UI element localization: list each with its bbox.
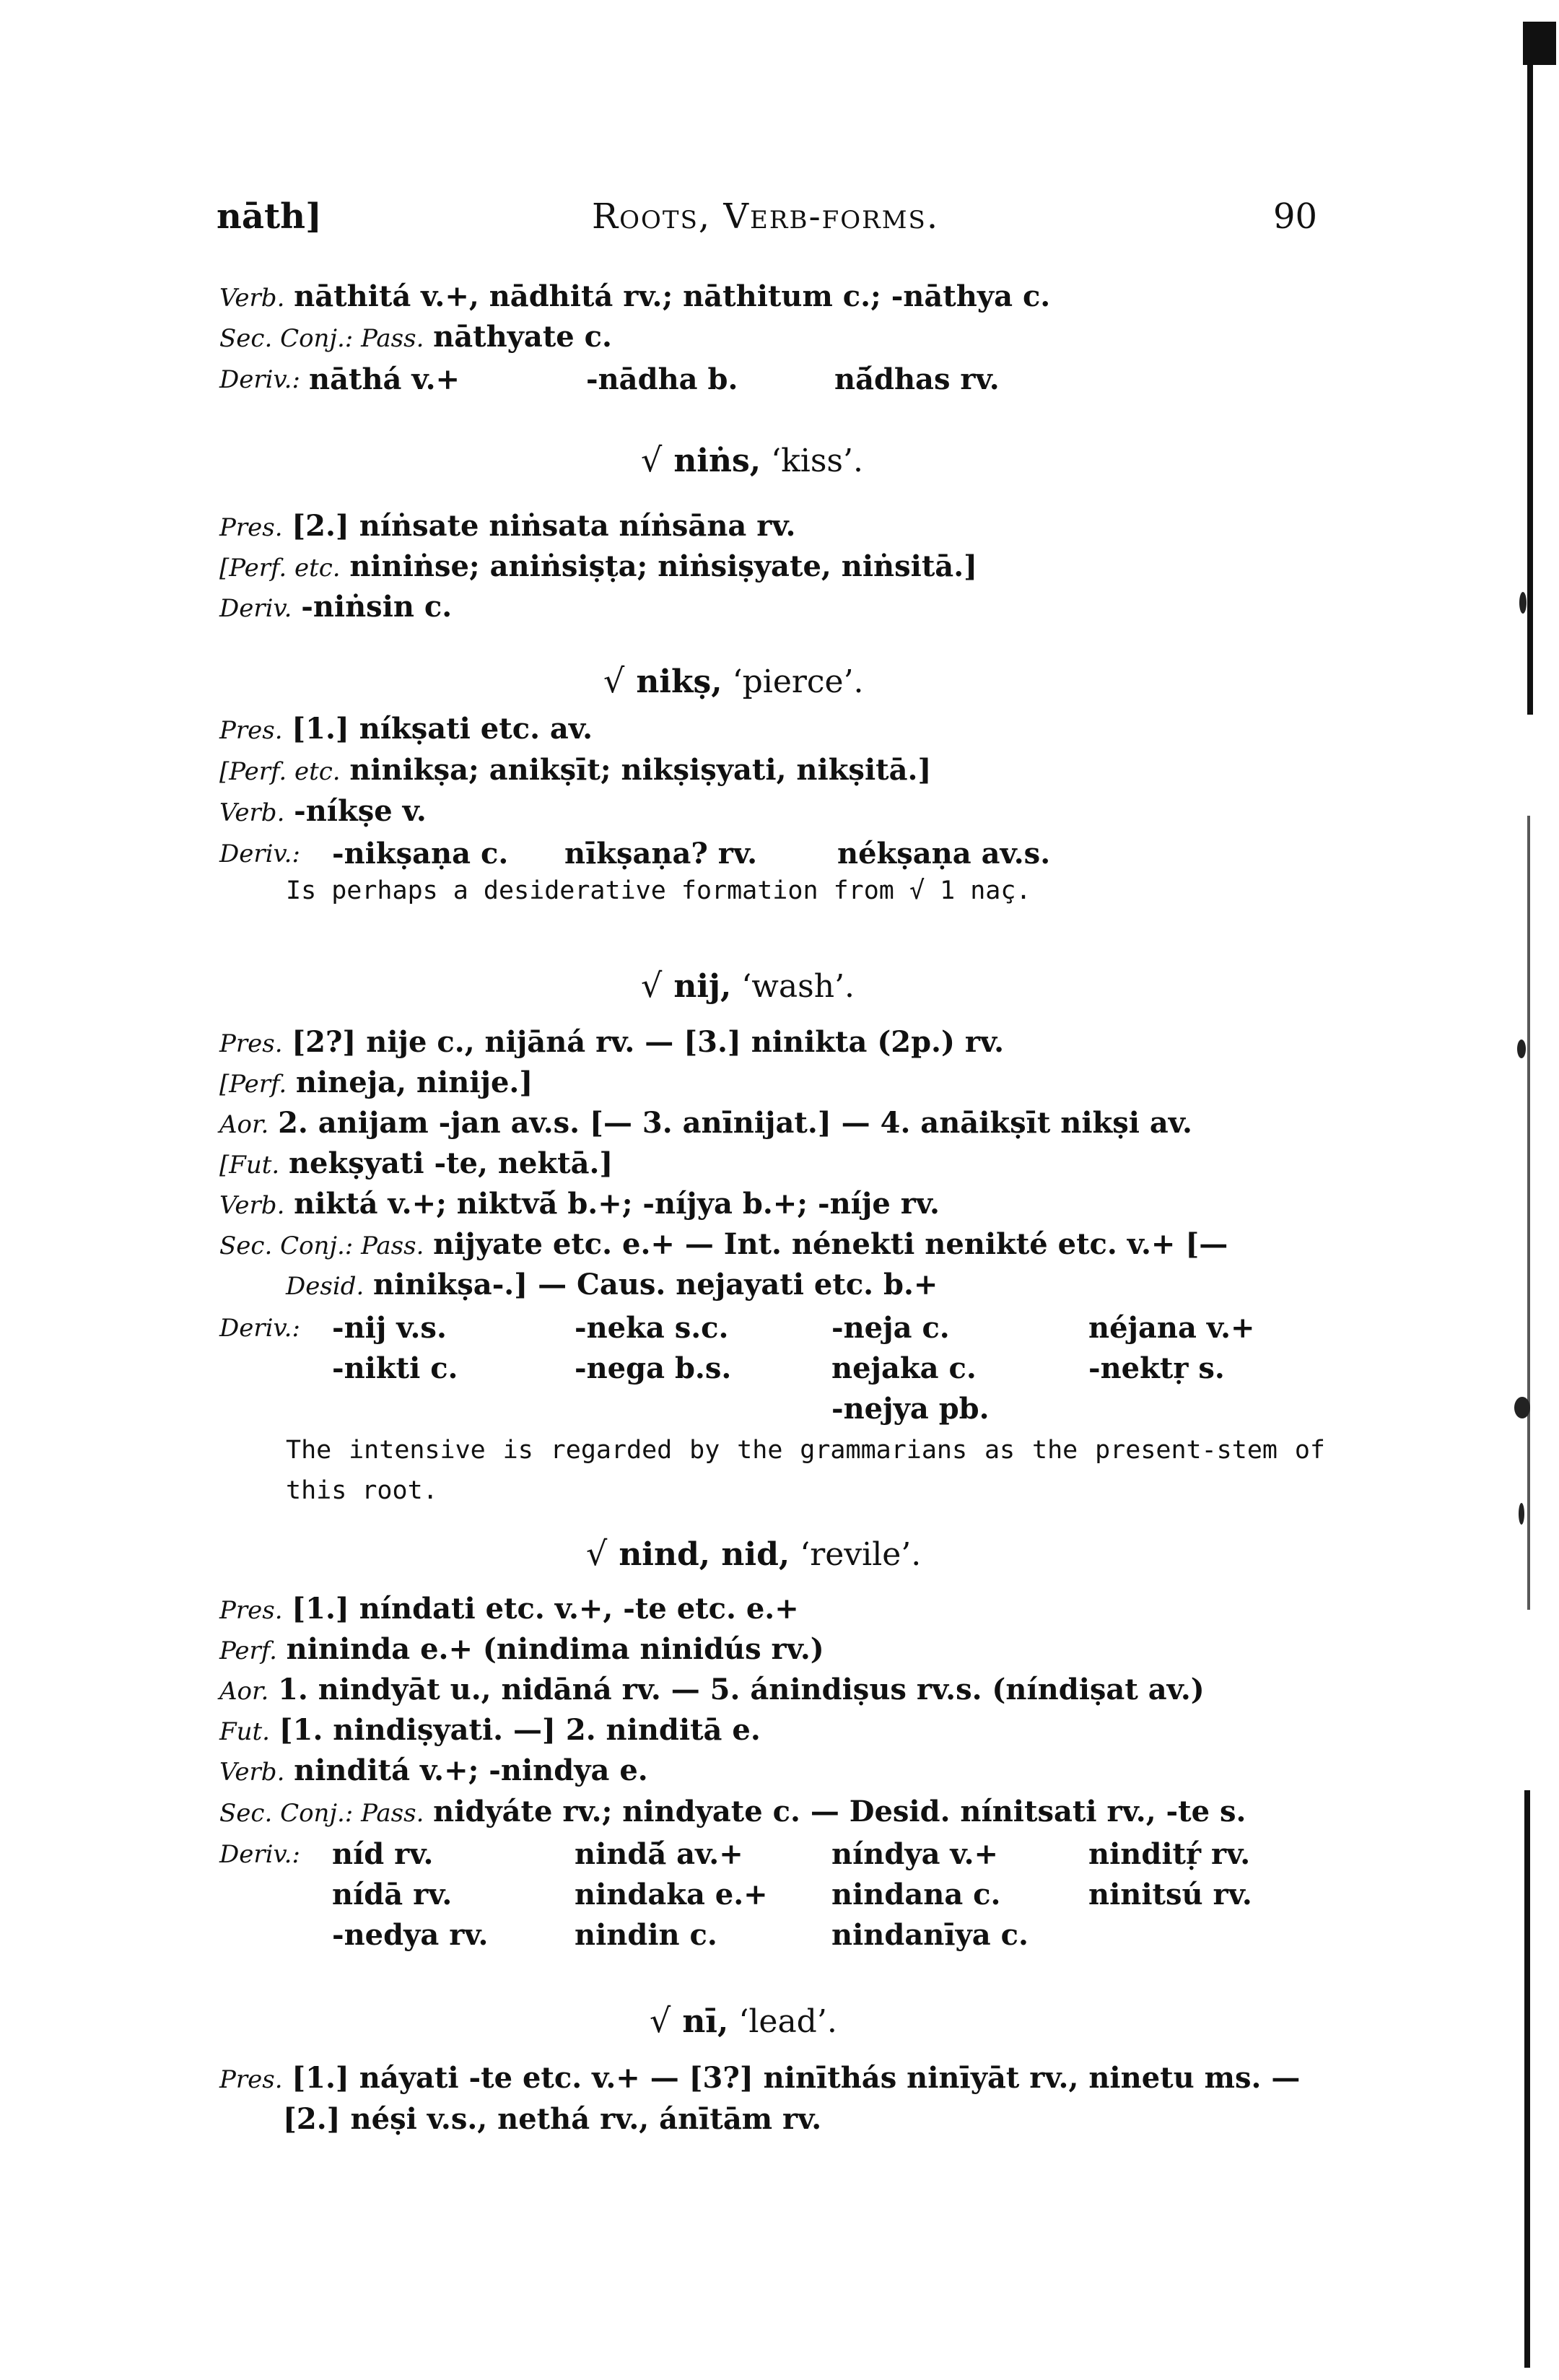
entry-line: Pres. [1.] níkṣati etc. av. (219, 712, 593, 746)
line-label: Verb. (219, 284, 285, 313)
entry-line: Sec. Conj.: Pass. nidyáte rv.; nindyate c. — Desid. nínitsati rv., -te s. (219, 1795, 1246, 1828)
radical-sign-icon: √ (603, 661, 625, 700)
line-text: nāthyate c. (433, 320, 612, 354)
entry-line: Fut. [1. nindiṣyati. —] 2. ninditā e. (219, 1713, 761, 1747)
radical-sign-icon: √ (650, 2001, 671, 2040)
deriv-cell: níndya v.+ (831, 1837, 999, 1871)
deriv-cell: nékṣaṇa av.s. (837, 837, 1051, 871)
deriv-cell: néjana v.+ (1088, 1311, 1255, 1345)
entry-line: Verb. niktá v.+; niktvā́ b.+; -níjya b.+; -níje rv. (219, 1187, 940, 1221)
entry-line: Pres. [2.] níṅsate niṅsata níṅsāna rv. (219, 509, 796, 543)
deriv-cell: nāthá v.+ (309, 362, 460, 396)
root-heading (586, 1534, 921, 1573)
entry-line: Desid. ninikṣa-.] — Caus. nejayati etc. b.+ (286, 1268, 938, 1302)
entry-line: Perf. nininda e.+ (nindima ninidús rv.) (219, 1632, 824, 1666)
root-gloss: ‘revile’. (800, 1536, 922, 1573)
entry-line: [2.] néṣi v.s., nethá rv., ánītām rv. (283, 2102, 822, 2136)
entry-line: Verb. -níkṣe v. (219, 794, 427, 828)
deriv-cell: nīkṣaṇa? rv. (564, 837, 758, 871)
entry-line: Aor. 1. nindyāt u., nidāná rv. — 5. ánindiṣus rv.s. (níndiṣat av.) (219, 1673, 1205, 1706)
root-word: nij, (673, 968, 732, 1005)
header-title: Roots, Verb-forms. (592, 196, 940, 237)
root-word: nī, (682, 2003, 729, 2040)
deriv-cell: nindā́ av.+ (575, 1837, 743, 1871)
deriv-cell: nindaka e.+ (575, 1878, 768, 1912)
line-label: Sec. Conj.: Pass. (219, 324, 424, 353)
deriv-cell: ninditṛ́ rv. (1088, 1837, 1251, 1871)
deriv-cell: ninitsú rv. (1088, 1878, 1252, 1912)
deriv-label: Deriv.: (219, 1840, 300, 1869)
deriv-label: Deriv.: (219, 365, 300, 394)
deriv-cell: níd rv. (332, 1837, 434, 1871)
scan-mark (1519, 1503, 1524, 1525)
header-left-keyword: nāth] (217, 196, 322, 237)
line-text: nāthitá v.+, nādhitá rv.; nāthitum c.; -nāthya c. (294, 279, 1051, 313)
deriv-cell: -nikṣaṇa c. (332, 837, 509, 871)
root-heading (603, 661, 864, 700)
deriv-cell: -nij v.s. (332, 1311, 447, 1345)
deriv-cell: -nikti c. (332, 1351, 458, 1385)
deriv-cell: nindin c. (575, 1918, 717, 1952)
radical-sign-icon: √ (641, 440, 663, 479)
entry-line: [Perf. etc. ninikṣa; anikṣīt; nikṣiṣyati, nikṣitā.] (219, 753, 932, 787)
page-number: 90 (1273, 196, 1318, 237)
deriv-cell: nā́dhas rv. (834, 362, 1000, 396)
entry-note: The intensive is regarded by the grammarians as the present-stem of this root. (286, 1436, 1325, 1505)
entry-line: [Perf. etc. niniṅse; aniṅsiṣṭa; niṅsiṣyate, niṅsitā.] (219, 549, 978, 583)
entry-line: Sec. Conj.: Pass. nijyate etc. e.+ — Int. nénekti nenikté etc. v.+ [— (219, 1227, 1228, 1261)
entry-line: Verb. ninditá v.+; -nindya e. (219, 1753, 648, 1787)
deriv-cell: -neka s.c. (575, 1311, 729, 1345)
root-heading (641, 966, 855, 1005)
root-heading (650, 2001, 837, 2040)
root-gloss: ‘lead’. (738, 2003, 837, 2040)
deriv-cell: -neja c. (831, 1311, 950, 1345)
deriv-cell: -nādha b. (586, 362, 738, 396)
scan-mark (1514, 1397, 1530, 1418)
scan-edge (1523, 22, 1559, 2380)
scan-mark (1517, 1039, 1526, 1058)
entry-line (219, 278, 1050, 317)
deriv-label: Deriv.: (219, 840, 300, 868)
entry-line (219, 318, 612, 357)
entry-line: Pres. [1.] náyati -te etc. v.+ — [3?] ninīthás ninīyāt rv., ninetu ms. — (219, 2061, 1301, 2095)
entry-line: Pres. [2?] nije c., nijāná rv. — [3.] ninikta (2p.) rv. (219, 1025, 1005, 1059)
deriv-cell: nindanīya c. (831, 1918, 1029, 1952)
deriv-cell: -nejya pb. (831, 1392, 990, 1426)
deriv-cell: nejaka c. (831, 1351, 977, 1385)
deriv-cell: -nega b.s. (575, 1351, 732, 1385)
deriv-cell: nindana c. (831, 1878, 1001, 1912)
entry-note: Is perhaps a desiderative formation from √ 1 naç. (286, 876, 1031, 905)
root-heading (641, 440, 863, 479)
entry-line: Aor. 2. anijam -jan av.s. [— 3. anīnijat.] — 4. anāikṣīt nikṣi av. (219, 1106, 1192, 1140)
root-gloss: ‘kiss’. (771, 443, 863, 479)
radical-sign-icon: √ (641, 966, 663, 1005)
root-word: nikṣ, (636, 663, 722, 700)
deriv-cell: -nektṛ s. (1088, 1351, 1225, 1385)
scan-mark (1519, 592, 1527, 614)
deriv-cell: -nedya rv. (332, 1918, 489, 1952)
root-gloss: ‘wash’. (741, 968, 855, 1005)
root-word: niṅs, (673, 443, 761, 479)
entry-line: Deriv. -niṅsin c. (219, 590, 453, 624)
root-word: nind, nid, (619, 1536, 790, 1573)
deriv-label: Deriv.: (219, 1314, 300, 1343)
entry-line: Pres. [1.] níndati etc. v.+, -te etc. e.+ (219, 1592, 799, 1626)
entry-line: [Perf. nineja, ninije.] (219, 1065, 533, 1099)
radical-sign-icon: √ (586, 1534, 608, 1573)
entry-line: [Fut. nekṣyati -te, nektā.] (219, 1146, 613, 1180)
root-gloss: ‘pierce’. (732, 663, 864, 700)
deriv-cell: nídā rv. (332, 1878, 453, 1912)
